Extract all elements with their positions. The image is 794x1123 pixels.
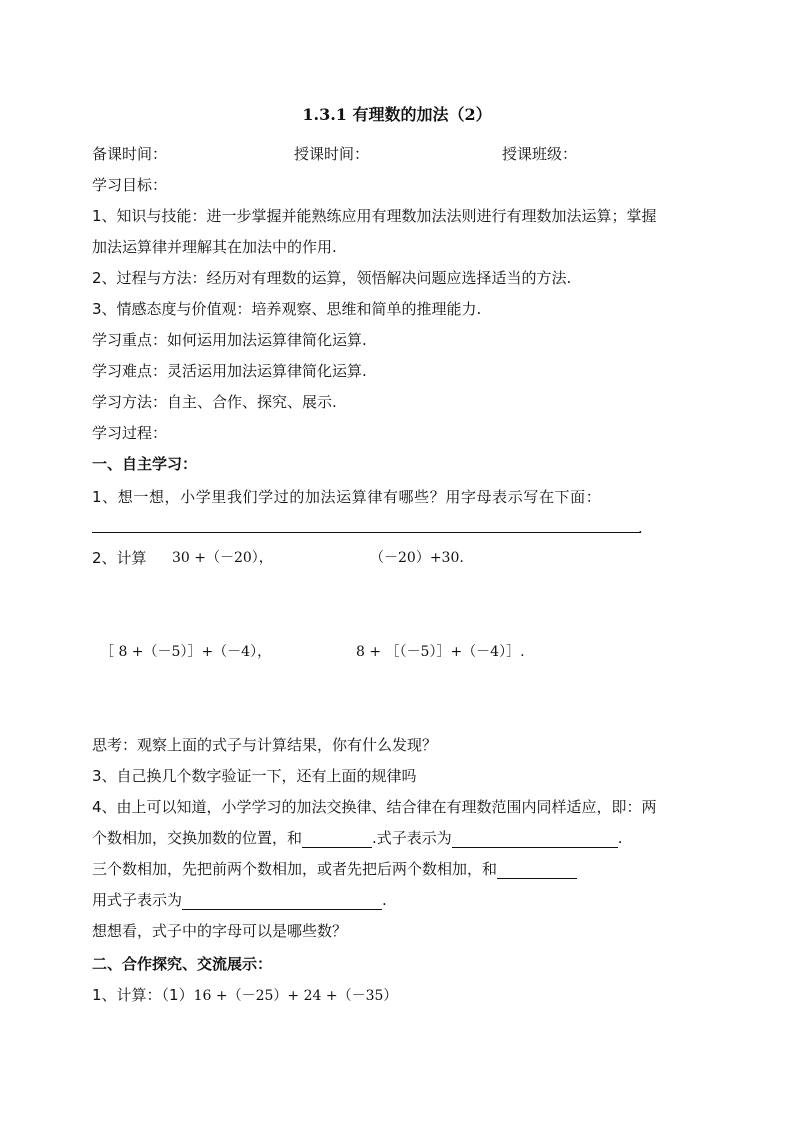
question-4-line-c — [92, 859, 577, 879]
q2-expression-1: 30 +（－20）， — [172, 550, 273, 566]
objective-1-line-b: 加法运算律并理解其在加法中的作用. — [92, 238, 337, 256]
objective-3: 3、情感态度与价值观：培养观察、思维和简单的推理能力. — [92, 300, 482, 318]
calc-question — [92, 985, 397, 1006]
question-4-line-d — [92, 890, 387, 910]
question-3: 3、自己换几个数字验证一下，还有上面的规律吗 — [92, 767, 417, 785]
question-4-line-b — [92, 828, 623, 848]
q4-blank-4[interactable] — [182, 893, 382, 910]
q4-blank-1[interactable] — [302, 831, 372, 848]
process-heading: 学习过程： — [92, 424, 168, 442]
header-row — [92, 144, 652, 164]
question-2-label: 2、计算 — [92, 549, 147, 567]
question-4-line-e: 想想看，式子中的字母可以是哪些数？ — [92, 922, 348, 940]
objective-1-line-a: 1、知识与技能：进一步掌握并能熟练应用有理数加法法则进行有理数加法运算；掌握 — [92, 207, 657, 225]
q2-expression-3: ［ 8 +（－5）］+（－4）， — [100, 644, 272, 660]
page-title: 1.3.1 有理数的加法（2） — [302, 105, 492, 124]
calc-expression: 16 +（－25）+ 24 +（－35） — [193, 988, 398, 1004]
question-1: 1、想一想，小学里我们学过的加法运算律有哪些？用字母表示写在下面： — [92, 488, 602, 506]
key-point: 学习重点：如何运用加法运算律简化运算. — [92, 331, 367, 349]
prep-time-label: 备课时间： — [92, 145, 168, 163]
think-prompt: 思考：观察上面的式子与计算结果，你有什么发现？ — [92, 736, 438, 754]
difficulty: 学习难点：灵活运用加法运算律简化运算. — [92, 362, 367, 380]
question-4-line-a: 4、由上可以知道，小学学习的加法交换律、结合律在有理数范围内同样适应，即：两 — [92, 798, 657, 816]
q4-c-text: 三个数相加，先把前两个数相加，或者先把后两个数相加，和 — [92, 860, 498, 878]
q4-blank-3[interactable] — [497, 862, 577, 879]
teach-time-label: 授课时间： — [294, 145, 370, 163]
objectives-heading: 学习目标： — [92, 176, 168, 194]
q4-d-text-1: 用式子表示为 — [92, 891, 183, 909]
q2-expression-2: （－20）+30. — [370, 550, 464, 566]
calc-label: 1、计算：（1） — [92, 986, 194, 1004]
answer-line-end: . — [638, 519, 643, 537]
section-2-heading: 二、合作探究、交流展示： — [92, 955, 273, 973]
section-1-heading: 一、自主学习： — [92, 455, 198, 473]
q4-d-text-2: . — [382, 891, 387, 909]
objective-2: 2、过程与方法：经历对有理数的运算，领悟解决问题应选择适当的方法. — [92, 269, 572, 287]
q4-b-text-2: .式子表示为 — [372, 829, 452, 847]
q4-blank-2[interactable] — [452, 831, 618, 848]
q4-b-text-3: . — [617, 829, 623, 847]
method: 学习方法：自主、合作、探究、展示. — [92, 393, 337, 411]
q2-expression-4: 8 + ［（－5）］+（－4）］. — [356, 644, 525, 660]
class-label: 授课班级： — [502, 145, 578, 163]
q4-b-text-1: 个数相加，交换加数的位置，和 — [92, 829, 303, 847]
answer-blank-line[interactable] — [92, 516, 640, 533]
